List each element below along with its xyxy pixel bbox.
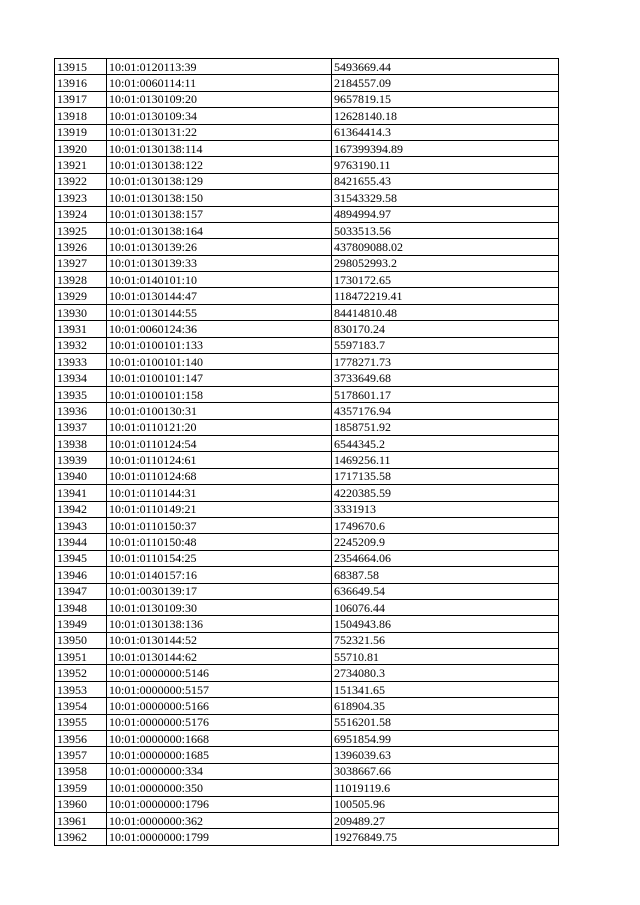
cadastral-number-cell: 10:01:0110124:68 bbox=[107, 468, 332, 484]
table-row bbox=[55, 206, 559, 222]
table-row bbox=[55, 403, 559, 419]
table-row bbox=[55, 829, 559, 845]
table-row bbox=[55, 222, 559, 238]
row-number-cell: 13917 bbox=[55, 91, 107, 107]
table-row bbox=[55, 649, 559, 665]
value-cell: 1396039.63 bbox=[332, 747, 559, 763]
value-cell: 19276849.75 bbox=[332, 829, 559, 845]
cadastral-number-cell: 10:01:0000000:362 bbox=[107, 812, 332, 828]
table-row bbox=[55, 140, 559, 156]
value-cell: 61364414.3 bbox=[332, 124, 559, 140]
cadastral-number-cell: 10:01:0030139:17 bbox=[107, 583, 332, 599]
cadastral-number-cell: 10:01:0130109:30 bbox=[107, 599, 332, 615]
cadastral-number-cell: 10:01:0120113:39 bbox=[107, 59, 332, 75]
row-number-cell: 13937 bbox=[55, 419, 107, 435]
table-row bbox=[55, 763, 559, 779]
cadastral-number-cell: 10:01:0100101:158 bbox=[107, 386, 332, 402]
row-number-cell: 13940 bbox=[55, 468, 107, 484]
cadastral-number-cell: 10:01:0000000:5176 bbox=[107, 714, 332, 730]
row-number-cell: 13916 bbox=[55, 75, 107, 91]
table-row bbox=[55, 321, 559, 337]
table-row bbox=[55, 812, 559, 828]
row-number-cell: 13934 bbox=[55, 370, 107, 386]
cadastral-number-cell: 10:01:0130138:136 bbox=[107, 616, 332, 632]
row-number-cell: 13949 bbox=[55, 616, 107, 632]
cadastral-number-cell: 10:01:0110149:21 bbox=[107, 501, 332, 517]
table-row bbox=[55, 599, 559, 615]
value-cell: 118472219.41 bbox=[332, 288, 559, 304]
row-number-cell: 13918 bbox=[55, 108, 107, 124]
value-cell: 2245209.9 bbox=[332, 534, 559, 550]
table-row bbox=[55, 304, 559, 320]
value-cell: 4220385.59 bbox=[332, 485, 559, 501]
table-row bbox=[55, 665, 559, 681]
table-row bbox=[55, 583, 559, 599]
row-number-cell: 13956 bbox=[55, 731, 107, 747]
table-row bbox=[55, 354, 559, 370]
table-row bbox=[55, 698, 559, 714]
value-cell: 1730172.65 bbox=[332, 272, 559, 288]
cadastral-number-cell: 10:01:0130138:150 bbox=[107, 190, 332, 206]
row-number-cell: 13958 bbox=[55, 763, 107, 779]
value-cell: 11019119.6 bbox=[332, 780, 559, 796]
value-cell: 1749670.6 bbox=[332, 517, 559, 533]
cadastral-number-cell: 10:01:0130139:33 bbox=[107, 255, 332, 271]
table-row bbox=[55, 780, 559, 796]
table-row bbox=[55, 435, 559, 451]
row-number-cell: 13951 bbox=[55, 649, 107, 665]
row-number-cell: 13942 bbox=[55, 501, 107, 517]
row-number-cell: 13936 bbox=[55, 403, 107, 419]
value-cell: 618904.35 bbox=[332, 698, 559, 714]
value-cell: 5033513.56 bbox=[332, 222, 559, 238]
value-cell: 4357176.94 bbox=[332, 403, 559, 419]
row-number-cell: 13928 bbox=[55, 272, 107, 288]
table-row bbox=[55, 386, 559, 402]
value-cell: 752321.56 bbox=[332, 632, 559, 648]
cadastral-number-cell: 10:01:0100101:147 bbox=[107, 370, 332, 386]
value-cell: 5597183.7 bbox=[332, 337, 559, 353]
row-number-cell: 13954 bbox=[55, 698, 107, 714]
row-number-cell: 13921 bbox=[55, 157, 107, 173]
row-number-cell: 13962 bbox=[55, 829, 107, 845]
cadastral-number-cell: 10:01:0110150:48 bbox=[107, 534, 332, 550]
cadastral-number-cell: 10:01:0110150:37 bbox=[107, 517, 332, 533]
cadastral-number-cell: 10:01:0110121:20 bbox=[107, 419, 332, 435]
value-cell: 84414810.48 bbox=[332, 304, 559, 320]
cadastral-number-cell: 10:01:0100101:133 bbox=[107, 337, 332, 353]
row-number-cell: 13922 bbox=[55, 173, 107, 189]
row-number-cell: 13923 bbox=[55, 190, 107, 206]
table-row bbox=[55, 616, 559, 632]
table-row bbox=[55, 731, 559, 747]
table-row bbox=[55, 747, 559, 763]
value-cell: 2734080.3 bbox=[332, 665, 559, 681]
row-number-cell: 13915 bbox=[55, 59, 107, 75]
row-number-cell: 13933 bbox=[55, 354, 107, 370]
value-cell: 5178601.17 bbox=[332, 386, 559, 402]
cadastral-number-cell: 10:01:0100101:140 bbox=[107, 354, 332, 370]
value-cell: 1504943.86 bbox=[332, 616, 559, 632]
table-row bbox=[55, 288, 559, 304]
row-number-cell: 13931 bbox=[55, 321, 107, 337]
cadastral-number-cell: 10:01:0000000:334 bbox=[107, 763, 332, 779]
cadastral-value-table bbox=[54, 58, 559, 846]
value-cell: 4894994.97 bbox=[332, 206, 559, 222]
value-cell: 1469256.11 bbox=[332, 452, 559, 468]
value-cell: 31543329.58 bbox=[332, 190, 559, 206]
cadastral-number-cell: 10:01:0000000:350 bbox=[107, 780, 332, 796]
value-cell: 68387.58 bbox=[332, 567, 559, 583]
table-row bbox=[55, 108, 559, 124]
table-row bbox=[55, 272, 559, 288]
value-cell: 3331913 bbox=[332, 501, 559, 517]
row-number-cell: 13961 bbox=[55, 812, 107, 828]
cadastral-number-cell: 10:01:0000000:5157 bbox=[107, 681, 332, 697]
table-row bbox=[55, 485, 559, 501]
value-cell: 12628140.18 bbox=[332, 108, 559, 124]
value-cell: 5516201.58 bbox=[332, 714, 559, 730]
row-number-cell: 13926 bbox=[55, 239, 107, 255]
table-row bbox=[55, 419, 559, 435]
cadastral-number-cell: 10:01:0060114:11 bbox=[107, 75, 332, 91]
value-cell: 1858751.92 bbox=[332, 419, 559, 435]
row-number-cell: 13941 bbox=[55, 485, 107, 501]
cadastral-number-cell: 10:01:0130131:22 bbox=[107, 124, 332, 140]
row-number-cell: 13920 bbox=[55, 140, 107, 156]
row-number-cell: 13944 bbox=[55, 534, 107, 550]
row-number-cell: 13935 bbox=[55, 386, 107, 402]
value-cell: 167399394.89 bbox=[332, 140, 559, 156]
table-row bbox=[55, 517, 559, 533]
cadastral-number-cell: 10:01:0130144:52 bbox=[107, 632, 332, 648]
row-number-cell: 13939 bbox=[55, 452, 107, 468]
row-number-cell: 13930 bbox=[55, 304, 107, 320]
row-number-cell: 13938 bbox=[55, 435, 107, 451]
cadastral-number-cell: 10:01:0130109:20 bbox=[107, 91, 332, 107]
row-number-cell: 13960 bbox=[55, 796, 107, 812]
cadastral-number-cell: 10:01:0110154:25 bbox=[107, 550, 332, 566]
row-number-cell: 13932 bbox=[55, 337, 107, 353]
value-cell: 6951854.99 bbox=[332, 731, 559, 747]
row-number-cell: 13953 bbox=[55, 681, 107, 697]
value-cell: 2354664.06 bbox=[332, 550, 559, 566]
value-cell: 9657819.15 bbox=[332, 91, 559, 107]
cadastral-number-cell: 10:01:0060124:36 bbox=[107, 321, 332, 337]
value-cell: 8421655.43 bbox=[332, 173, 559, 189]
cadastral-number-cell: 10:01:0000000:1685 bbox=[107, 747, 332, 763]
row-number-cell: 13927 bbox=[55, 255, 107, 271]
value-cell: 209489.27 bbox=[332, 812, 559, 828]
value-cell: 5493669.44 bbox=[332, 59, 559, 75]
row-number-cell: 13952 bbox=[55, 665, 107, 681]
table-row bbox=[55, 255, 559, 271]
value-cell: 6544345.2 bbox=[332, 435, 559, 451]
table-row bbox=[55, 190, 559, 206]
cadastral-number-cell: 10:01:0130138:157 bbox=[107, 206, 332, 222]
cadastral-number-cell: 10:01:0130138:129 bbox=[107, 173, 332, 189]
value-cell: 298052993.2 bbox=[332, 255, 559, 271]
table-body bbox=[55, 59, 559, 846]
cadastral-number-cell: 10:01:0000000:1796 bbox=[107, 796, 332, 812]
table-row bbox=[55, 714, 559, 730]
value-cell: 1717135.58 bbox=[332, 468, 559, 484]
cadastral-number-cell: 10:01:0000000:1668 bbox=[107, 731, 332, 747]
row-number-cell: 13955 bbox=[55, 714, 107, 730]
row-number-cell: 13945 bbox=[55, 550, 107, 566]
cadastral-number-cell: 10:01:0100130:31 bbox=[107, 403, 332, 419]
row-number-cell: 13947 bbox=[55, 583, 107, 599]
table-row bbox=[55, 337, 559, 353]
value-cell: 437809088.02 bbox=[332, 239, 559, 255]
cadastral-number-cell: 10:01:0130144:55 bbox=[107, 304, 332, 320]
row-number-cell: 13950 bbox=[55, 632, 107, 648]
value-cell: 9763190.11 bbox=[332, 157, 559, 173]
cadastral-number-cell: 10:01:0130144:62 bbox=[107, 649, 332, 665]
cadastral-number-cell: 10:01:0140101:10 bbox=[107, 272, 332, 288]
table-row bbox=[55, 239, 559, 255]
row-number-cell: 13946 bbox=[55, 567, 107, 583]
row-number-cell: 13948 bbox=[55, 599, 107, 615]
cadastral-number-cell: 10:01:0130144:47 bbox=[107, 288, 332, 304]
value-cell: 106076.44 bbox=[332, 599, 559, 615]
cadastral-number-cell: 10:01:0140157:16 bbox=[107, 567, 332, 583]
row-number-cell: 13957 bbox=[55, 747, 107, 763]
cadastral-number-cell: 10:01:0110124:54 bbox=[107, 435, 332, 451]
cadastral-number-cell: 10:01:0130139:26 bbox=[107, 239, 332, 255]
value-cell: 2184557.09 bbox=[332, 75, 559, 91]
table-row bbox=[55, 91, 559, 107]
cadastral-number-cell: 10:01:0130138:114 bbox=[107, 140, 332, 156]
value-cell: 55710.81 bbox=[332, 649, 559, 665]
cadastral-number-cell: 10:01:0000000:5146 bbox=[107, 665, 332, 681]
table-row bbox=[55, 157, 559, 173]
cadastral-number-cell: 10:01:0000000:1799 bbox=[107, 829, 332, 845]
value-cell: 3038667.66 bbox=[332, 763, 559, 779]
row-number-cell: 13943 bbox=[55, 517, 107, 533]
table-row bbox=[55, 550, 559, 566]
cadastral-number-cell: 10:01:0130109:34 bbox=[107, 108, 332, 124]
cadastral-number-cell: 10:01:0130138:164 bbox=[107, 222, 332, 238]
table-row bbox=[55, 501, 559, 517]
table-row bbox=[55, 173, 559, 189]
table-row bbox=[55, 534, 559, 550]
table-row bbox=[55, 370, 559, 386]
table-row bbox=[55, 59, 559, 75]
value-cell: 3733649.68 bbox=[332, 370, 559, 386]
value-cell: 636649.54 bbox=[332, 583, 559, 599]
value-cell: 1778271.73 bbox=[332, 354, 559, 370]
value-cell: 100505.96 bbox=[332, 796, 559, 812]
cadastral-number-cell: 10:01:0110124:61 bbox=[107, 452, 332, 468]
value-cell: 830170.24 bbox=[332, 321, 559, 337]
row-number-cell: 13925 bbox=[55, 222, 107, 238]
table-row bbox=[55, 452, 559, 468]
row-number-cell: 13924 bbox=[55, 206, 107, 222]
cadastral-number-cell: 10:01:0000000:5166 bbox=[107, 698, 332, 714]
row-number-cell: 13929 bbox=[55, 288, 107, 304]
cadastral-number-cell: 10:01:0130138:122 bbox=[107, 157, 332, 173]
row-number-cell: 13959 bbox=[55, 780, 107, 796]
table-row bbox=[55, 632, 559, 648]
table-row bbox=[55, 796, 559, 812]
row-number-cell: 13919 bbox=[55, 124, 107, 140]
table-row bbox=[55, 681, 559, 697]
value-cell: 151341.65 bbox=[332, 681, 559, 697]
cadastral-number-cell: 10:01:0110144:31 bbox=[107, 485, 332, 501]
table-row bbox=[55, 468, 559, 484]
table-row bbox=[55, 75, 559, 91]
table-row bbox=[55, 124, 559, 140]
table-row bbox=[55, 567, 559, 583]
